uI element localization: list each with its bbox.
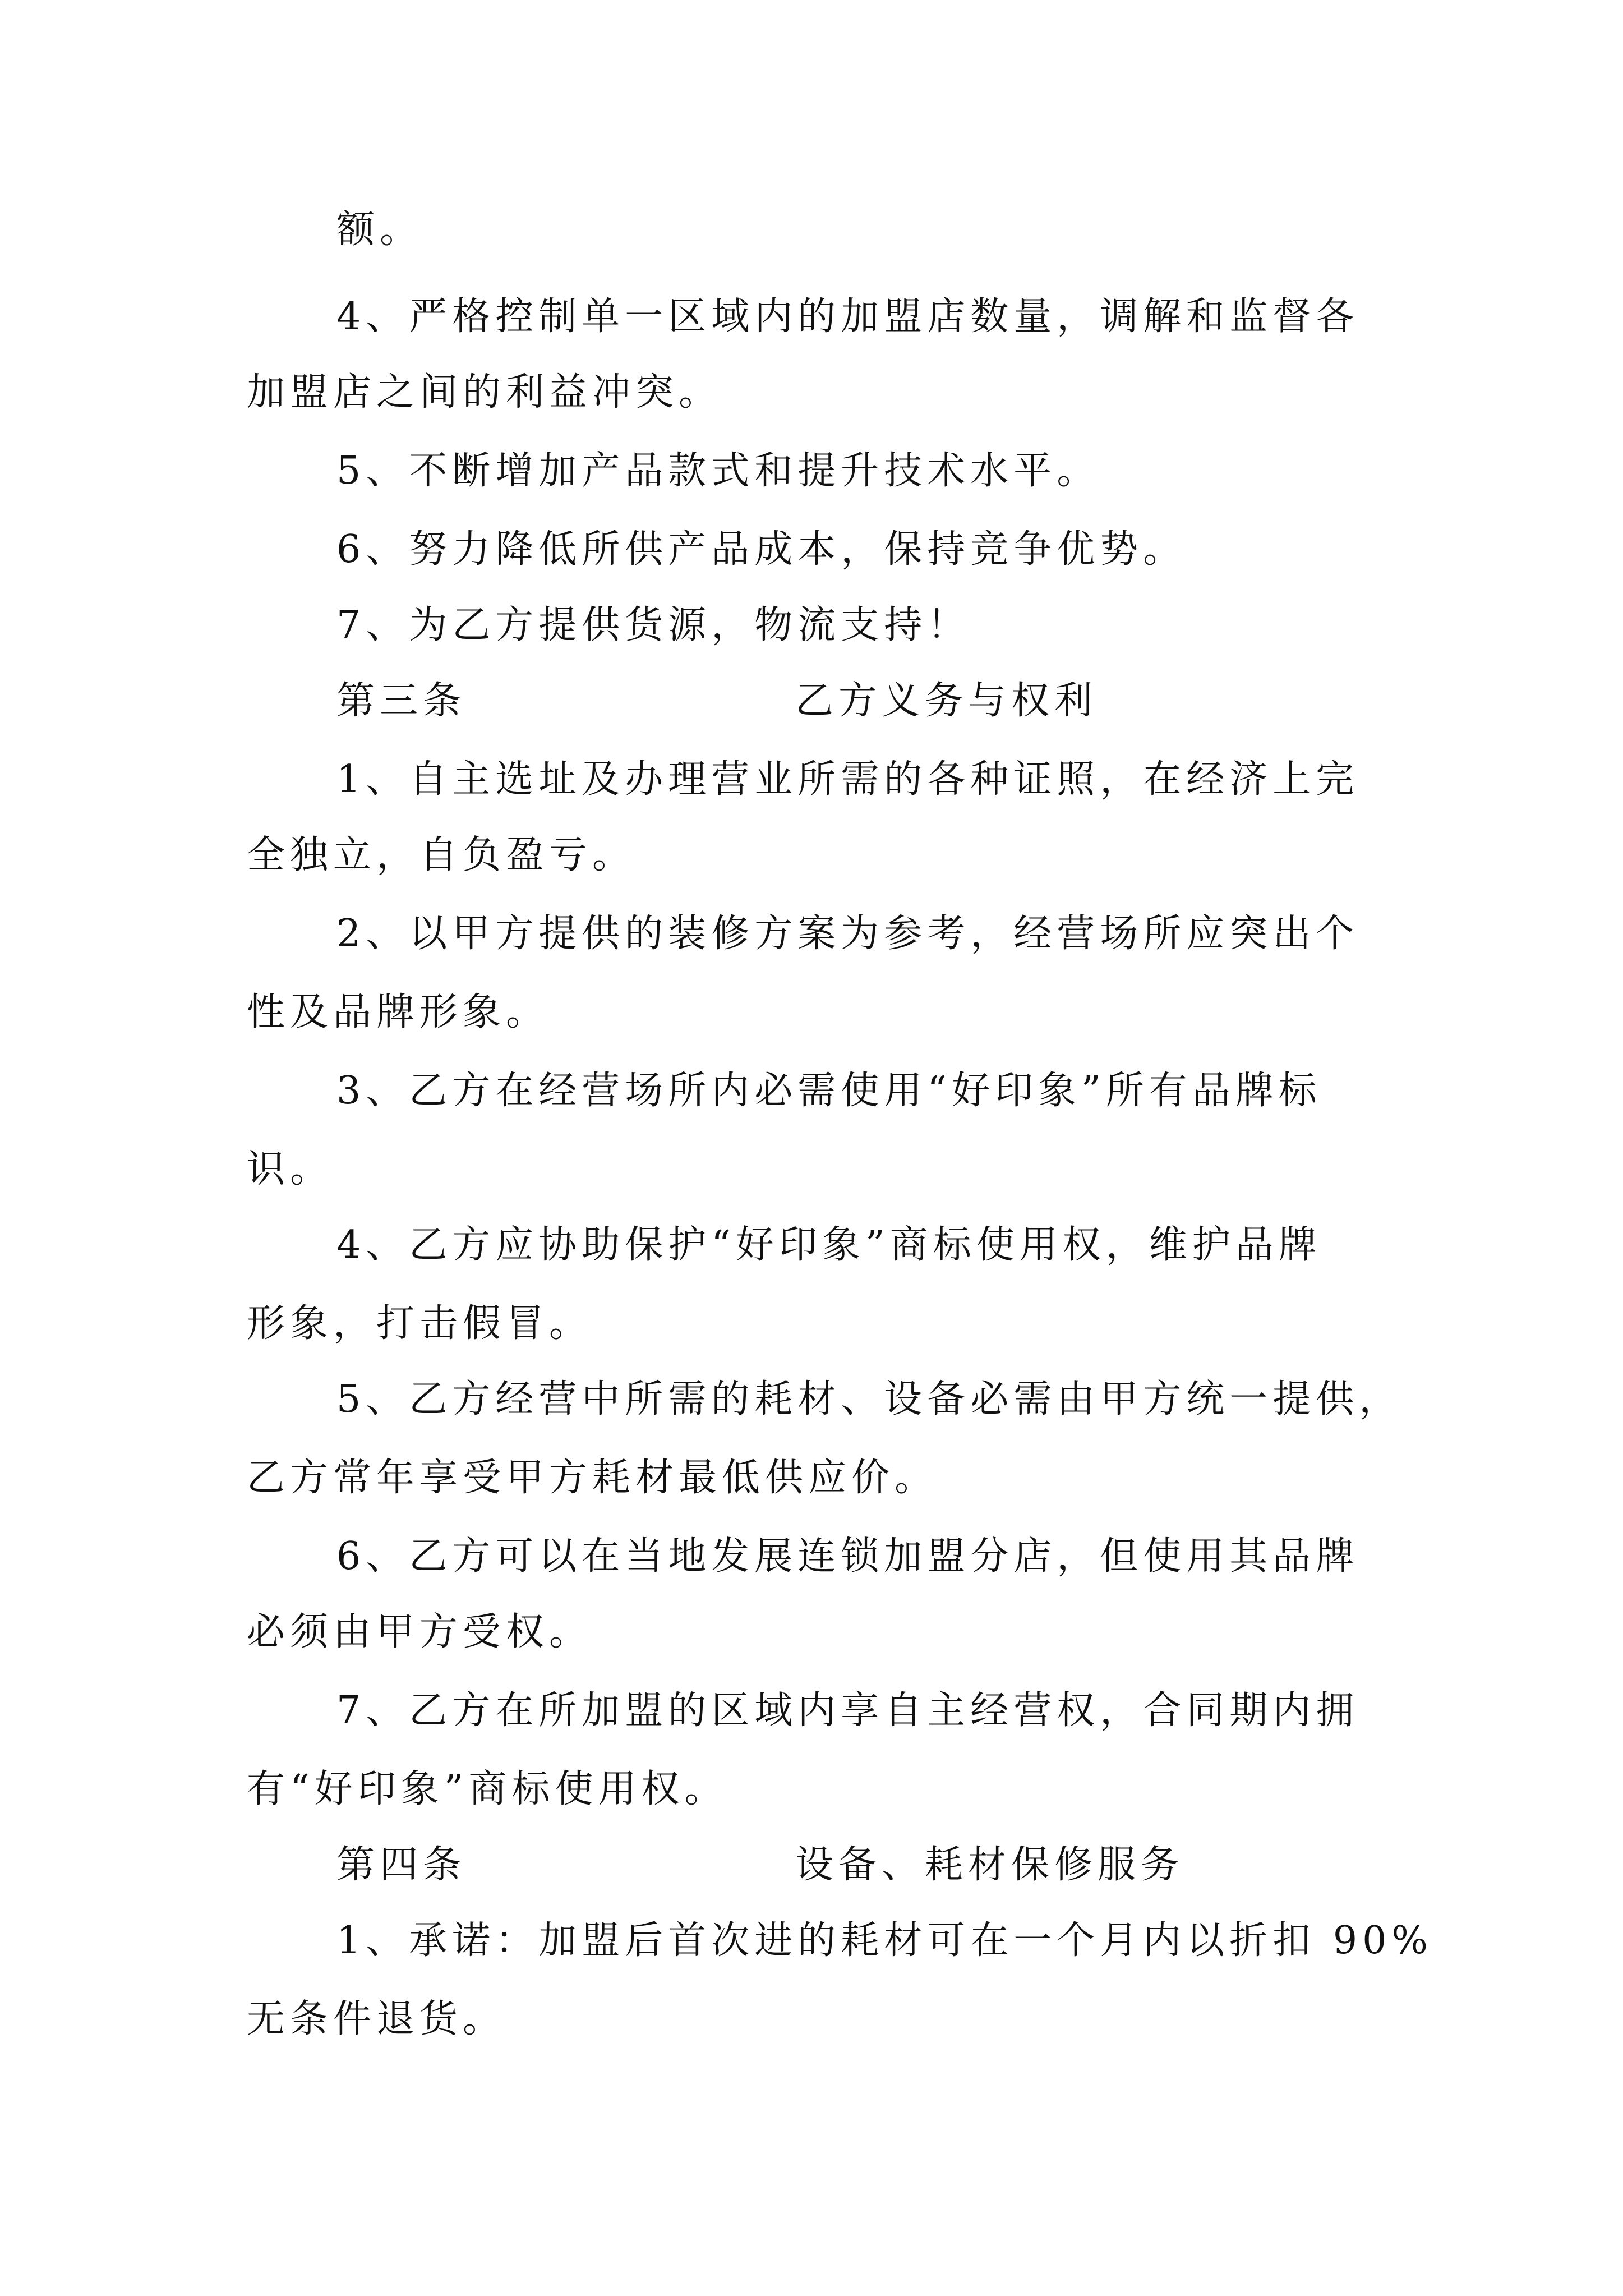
paragraph-line: 有“好印象”商标使用权。 [247,1767,728,1811]
section-title: 设备、耗材保修服务 [795,1843,1184,1887]
section-label: 第四条 [336,1843,467,1887]
paragraph-line: 5、乙方经营中所需的耗材、设备必需由甲方统一提供， [336,1377,1403,1421]
paragraph-line: 1、自主选址及办理营业所需的各种证照，在经济上完 [336,757,1359,802]
paragraph-line: 识。 [247,1147,334,1191]
paragraph-line: 6、乙方可以在当地发展连锁加盟分店，但使用其品牌 [336,1534,1359,1579]
paragraph-line: 乙方常年享受甲方耗材最低供应价。 [247,1456,938,1500]
paragraph-line: 7、为乙方提供货源，物流支持！ [336,603,971,647]
paragraph-line: 4、严格控制单一区域内的加盟店数量，调解和监督各 [336,295,1359,339]
paragraph-line: 4、乙方应协助保护“好印象”商标使用权，维护品牌 [336,1223,1322,1267]
paragraph-line: 5、不断增加产品款式和提升技术水平。 [336,449,1100,493]
section-label: 第三条 [336,679,467,723]
paragraph-line: 2、以甲方提供的装修方案为参考，经营场所应突出个 [336,912,1359,956]
paragraph-line: 形象，打击假冒。 [247,1301,593,1346]
paragraph-line: 性及品牌形象。 [247,990,550,1034]
paragraph-line: 必须由甲方受权。 [247,1610,593,1654]
paragraph-line: 加盟店之间的利益冲突。 [247,370,722,415]
paragraph-line: 额。 [336,208,423,252]
section-title: 乙方义务与权利 [795,679,1098,723]
paragraph-line: 7、乙方在所加盟的区域内享自主经营权，合同期内拥 [336,1688,1359,1733]
paragraph-line: 全独立，自负盈亏。 [247,833,636,877]
paragraph-line: 无条件退货。 [247,1997,506,2041]
paragraph-line: 3、乙方在经营场所内必需使用“好印象”所有品牌标 [336,1069,1322,1113]
paragraph-line: 6、努力降低所供产品成本，保持竞争优势。 [336,527,1187,572]
paragraph-line: 1、承诺：加盟后首次进的耗材可在一个月内以折扣 90% [336,1918,1433,1963]
